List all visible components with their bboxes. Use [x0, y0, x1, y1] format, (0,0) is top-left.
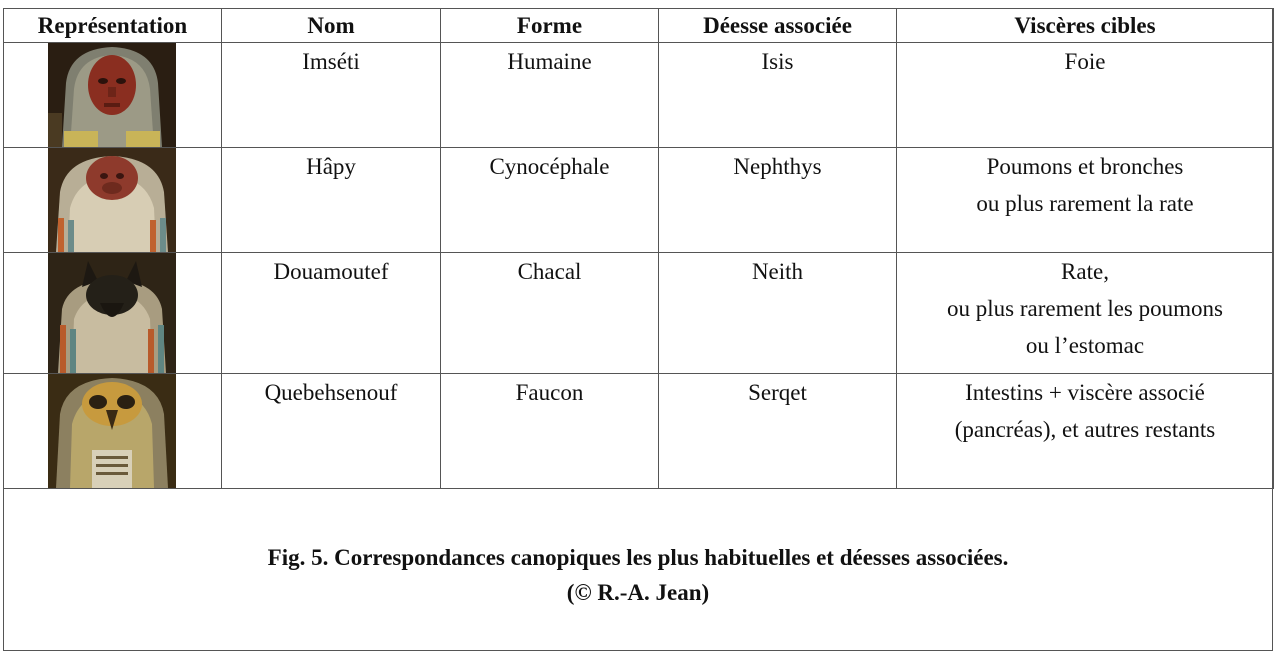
visceres-line: Intestins + viscère associé	[965, 380, 1205, 405]
caption-title: Fig. 5. Correspondances canopiques les plus habituelles et déesses associées.	[267, 545, 1009, 570]
visceres-line: Rate,	[1061, 259, 1109, 284]
deesse-cell: Neith	[659, 253, 897, 374]
visceres-line: Poumons et bronches	[986, 154, 1184, 179]
header-visceres: Viscères cibles	[897, 9, 1274, 43]
table-row	[4, 43, 1274, 148]
visceres-line: Foie	[1064, 49, 1106, 74]
deesse-cell: Serqet	[659, 374, 897, 489]
forme-cell: Humaine	[441, 43, 659, 148]
canopic-table	[3, 8, 1274, 489]
jackal-head-canopic-jar-icon	[48, 253, 176, 373]
caption-credit: (© R.-A. Jean)	[566, 580, 710, 605]
human-head-canopic-jar-icon	[48, 43, 176, 147]
nom-cell: Imséti	[222, 43, 441, 148]
visceres-cell	[897, 253, 1274, 374]
header-forme: Forme	[441, 9, 659, 43]
forme-cell: Cynocéphale	[441, 148, 659, 253]
table-row	[4, 148, 1274, 253]
forme-cell: Chacal	[441, 253, 659, 374]
visceres-line: ou l’estomac	[1025, 333, 1145, 358]
table-row	[4, 253, 1274, 374]
header-deesse: Déesse associée	[659, 9, 897, 43]
baboon-head-canopic-jar-icon	[48, 148, 176, 252]
visceres-cell	[897, 148, 1274, 253]
nom-cell: Hâpy	[222, 148, 441, 253]
figure-caption	[3, 540, 1273, 610]
forme-cell: Faucon	[441, 374, 659, 489]
visceres-line: ou plus rarement la rate	[976, 191, 1194, 216]
representation-cell	[4, 374, 222, 489]
visceres-cell	[897, 374, 1274, 489]
representation-cell	[4, 148, 222, 253]
deesse-cell: Nephthys	[659, 148, 897, 253]
representation-cell	[4, 253, 222, 374]
visceres-line: ou plus rarement les poumons	[947, 296, 1223, 321]
nom-cell: Douamoutef	[222, 253, 441, 374]
deesse-cell: Isis	[659, 43, 897, 148]
falcon-head-canopic-jar-icon	[48, 374, 176, 488]
table-row	[4, 374, 1274, 489]
header-nom: Nom	[222, 9, 441, 43]
visceres-cell	[897, 43, 1274, 148]
nom-cell: Quebehsenouf	[222, 374, 441, 489]
header-representation: Représentation	[4, 9, 222, 43]
visceres-line: (pancréas), et autres restants	[954, 417, 1216, 442]
representation-cell	[4, 43, 222, 148]
table-header-row	[4, 9, 1274, 43]
